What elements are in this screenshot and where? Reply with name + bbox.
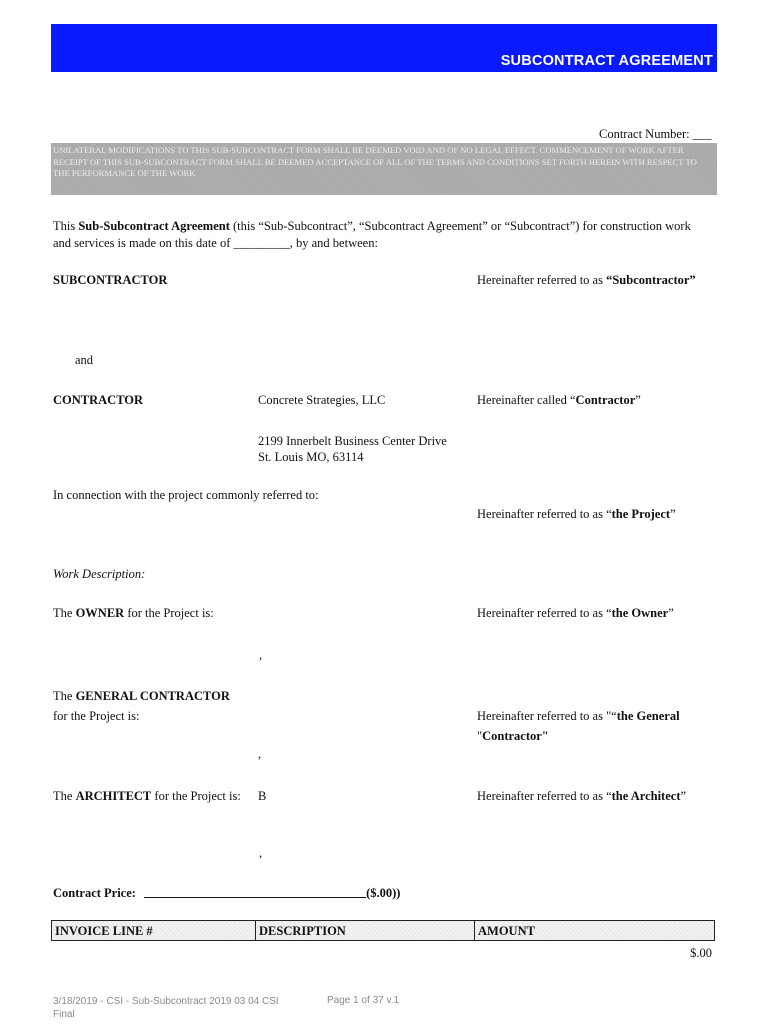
- general-contractor-ref: [477, 706, 680, 746]
- owner-label: [53, 606, 214, 621]
- header-banner: [51, 24, 717, 72]
- footer-doc-line1: 3/18/2019 - CSI - Sub-Subcontract 2019 03 04 CSI: [53, 996, 279, 1007]
- contractor-ref-suffix: ”: [635, 393, 641, 407]
- architect-ref-prefix: Hereinafter referred to as “: [477, 789, 612, 803]
- owner-pre: The: [53, 606, 76, 620]
- architect-bold: ARCHITECT: [75, 789, 152, 803]
- invoice-table: [51, 920, 715, 941]
- architect-value: B: [258, 789, 267, 803]
- contractor-address: [258, 433, 447, 465]
- intro-text-2: (this “Sub-Subcontract”, “Subcontract Agreement” or “Subcontract”) for construction work: [229, 219, 691, 233]
- gc-bold: GENERAL CONTRACTOR: [75, 689, 230, 703]
- contractor-ref: [477, 393, 641, 408]
- subcontractor-label: SUBCONTRACTOR: [53, 273, 168, 287]
- owner-ref: [477, 606, 674, 621]
- contract-number-value: ___: [692, 127, 712, 141]
- contract-number: [599, 127, 711, 142]
- contract-price-blank: [144, 884, 366, 898]
- contractor-ref-bold: Contractor: [575, 393, 636, 407]
- subcontractor-ref-bold: “Subcontractor”: [606, 273, 696, 287]
- project-intro: In connection with the project commonly referred to:: [53, 488, 319, 502]
- contractor-name: Concrete Strategies, LLC: [258, 393, 386, 407]
- footer-page-number: Page 1 of 37 v.1: [327, 995, 400, 1006]
- document-title: SUBCONTRACT AGREEMENT: [500, 53, 713, 69]
- owner-comma: ,: [259, 648, 263, 662]
- gc-line2: for the Project is:: [53, 709, 140, 723]
- invoice-header-row: [52, 921, 715, 941]
- gc-ref-prefix: Hereinafter referred to as "“: [477, 709, 617, 723]
- gc-comma: ,: [258, 747, 262, 761]
- project-ref-bold: the Project: [611, 507, 671, 521]
- architect-pre: The: [53, 789, 76, 803]
- architect-comma: ,: [259, 846, 263, 860]
- owner-ref-suffix: ”: [668, 606, 674, 620]
- gc-ref-bold: the General: [616, 709, 680, 723]
- gc-ref-line2-pre: ": [477, 729, 483, 743]
- architect-ref-suffix: ”: [680, 789, 687, 803]
- architect-post: for the Project is:: [151, 789, 241, 803]
- and-text: and: [75, 353, 94, 367]
- invoice-header-description: DESCRIPTION: [256, 921, 475, 941]
- owner-ref-bold: the Owner: [611, 606, 669, 620]
- owner-bold: OWNER: [75, 606, 125, 620]
- project-ref: [477, 507, 676, 522]
- work-description-label: Work Description:: [53, 567, 146, 581]
- architect-ref: [477, 789, 686, 804]
- invoice-header-line: INVOICE LINE #: [52, 921, 256, 941]
- intro-text-1: This: [53, 219, 79, 233]
- contractor-label: CONTRACTOR: [53, 393, 144, 407]
- project-ref-suffix: ”: [670, 507, 676, 521]
- architect-label: [53, 789, 241, 804]
- contract-price: [53, 884, 400, 901]
- subcontractor-ref: [477, 273, 696, 288]
- owner-ref-prefix: Hereinafter referred to as “: [477, 606, 612, 620]
- contractor-address-line2: St. Louis MO, 63114: [258, 450, 364, 464]
- contractor-ref-prefix: Hereinafter called “: [477, 393, 576, 407]
- contract-price-value: ($.00)): [366, 886, 401, 900]
- warning-notice: UNILATERAL MODIFICATIONS TO THIS SUB-SUBCONTRACT FORM SHALL BE DEEMED VOID AND OF NO LEGAL EFFECT. COMMENCEMENT OF WORK AFTER RECEIPT OF THIS SUB-SUBCONTRACT FORM SHALL BE DEEMED ACCEPTANCE OF ALL OF THE TERMS AND CONDITIONS SET FORTH HEREIN WITH RESPECT TO THE PERFORMANCE OF THE WORK: [51, 143, 717, 195]
- general-contractor-label: [53, 686, 230, 726]
- footer-doc-line2: Final: [53, 1009, 75, 1020]
- intro-bold: Sub-Subcontract Agreement: [78, 219, 230, 233]
- gc-ref-line2-bold: Contractor": [482, 729, 549, 743]
- invoice-amount-value: $.00: [690, 946, 712, 960]
- subcontractor-ref-prefix: Hereinafter referred to as: [477, 273, 607, 287]
- footer-doc-info: [53, 995, 279, 1021]
- contractor-address-line1: 2199 Innerbelt Business Center Drive: [258, 434, 447, 448]
- contract-price-label: Contract Price:: [53, 886, 136, 900]
- gc-pre: The: [53, 689, 76, 703]
- owner-post: for the Project is:: [124, 606, 214, 620]
- invoice-header-amount: AMOUNT: [475, 921, 715, 941]
- intro-paragraph: [53, 218, 713, 252]
- contract-number-label: Contract Number:: [599, 127, 690, 141]
- intro-text-3: and services is made on this date of _________, by and between:: [53, 236, 378, 250]
- architect-ref-bold: the Architect: [611, 789, 681, 803]
- project-ref-prefix: Hereinafter referred to as “: [477, 507, 612, 521]
